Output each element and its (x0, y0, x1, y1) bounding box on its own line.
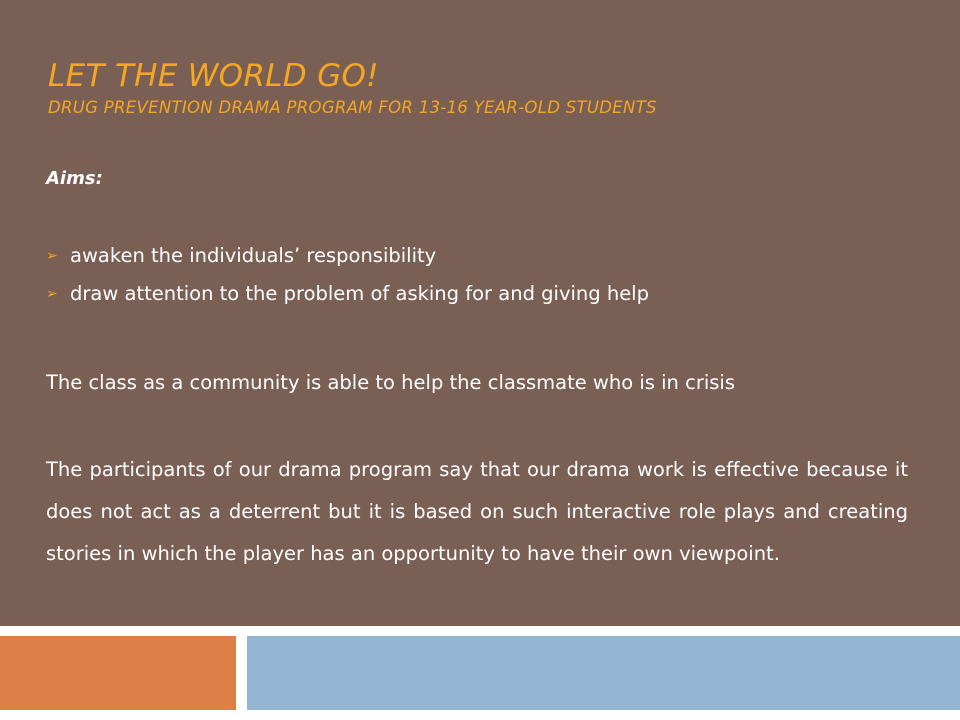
body-block (46, 163, 908, 575)
slide-subtitle: DRUG PREVENTION DRAMA PROGRAM FOR 13-16 YEAR-OLD STUDENTS (48, 98, 657, 117)
aims-item-text: awaken the individuals’ responsibility (70, 244, 437, 267)
accent-bar-blue (247, 636, 960, 710)
slide-title: LET THE WORLD GO! (48, 58, 379, 94)
arrow-bullet-icon: ➢ (46, 286, 58, 302)
aims-heading: Aims: (46, 168, 103, 189)
arrow-bullet-icon: ➢ (46, 248, 58, 264)
aims-list (46, 237, 908, 313)
paragraph-participants: The participants of our drama program say that our drama work is effective because it does not act as a deterrent but it is based on such interactive role plays and creating stories in which the player has an opportunity to have their own viewpoint. (46, 458, 908, 565)
paragraph-community: The class as a community is able to help the classmate who is in crisis (46, 371, 736, 394)
title-block (48, 56, 928, 120)
aims-item-text: draw attention to the problem of asking for and giving help (70, 282, 649, 305)
divider-rule (0, 626, 960, 634)
aims-item (46, 275, 908, 313)
aims-item (46, 237, 908, 275)
accent-bar-orange (0, 636, 236, 710)
